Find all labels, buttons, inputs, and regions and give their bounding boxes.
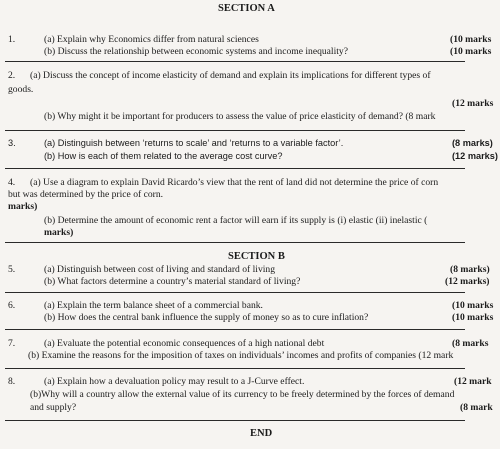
- question-4b: (b) Determine the amount of economic rent a factor will earn if its supply is (i) elastic (ii) inelastic (: [44, 215, 428, 226]
- question-7a-marks: (8 marks: [452, 338, 489, 349]
- question-number: 4.: [8, 177, 16, 188]
- question-3a: (a) Distinguish between ‘returns to scale’ and ‘returns to a variable factor’.: [44, 138, 344, 148]
- question-4a-marks: marks): [8, 201, 38, 212]
- question-7a: (a) Evaluate the potential economic consequences of a high national debt: [44, 338, 325, 349]
- question-number: 8.: [8, 376, 16, 387]
- question-1b: (b) Discuss the relationship between economic systems and income inequality?: [44, 46, 348, 57]
- question-4a-continued: but was determined by the price of corn.: [8, 189, 164, 200]
- divider: [5, 61, 465, 62]
- divider: [5, 368, 465, 369]
- question-4b-marks: marks): [44, 227, 74, 238]
- divider: [5, 420, 465, 421]
- divider: [5, 329, 465, 330]
- question-3b: (b) How is each of them related to the average cost curve?: [44, 151, 283, 161]
- question-2a-marks: (12 marks: [452, 98, 494, 109]
- divider: [5, 168, 465, 169]
- question-number: 2.: [8, 70, 16, 81]
- question-3a-marks: (8 marks): [452, 138, 493, 148]
- question-4a: (a) Use a diagram to explain David Ricardo’s view that the rent of land did not determine the price of corn: [30, 177, 439, 188]
- question-6b-marks: (10 marks: [452, 312, 494, 323]
- question-2b: (b) Why might it be important for producers to assess the value of price elasticity of demand? (8 mark: [44, 111, 436, 122]
- question-2a: (a) Discuss the concept of income elasticity of demand and explain its implications for different types of: [30, 70, 431, 81]
- question-5a: (a) Distinguish between cost of living and standard of living: [44, 264, 276, 275]
- question-1a-marks: (10 marks: [450, 34, 492, 45]
- question-7b: (b) Examine the reasons for the imposition of taxes on individuals’ incomes and profits of companies (12 mark: [28, 350, 454, 361]
- divider: [5, 130, 465, 131]
- question-8b: (b)Why will a country allow the external value of its currency to be freely determined by the forces of demand: [30, 389, 455, 400]
- question-number: 1.: [8, 34, 16, 45]
- question-8b-continued: and supply?: [30, 402, 77, 413]
- question-6b: (b) How does the central bank influence the supply of money so as to cure inflation?: [44, 312, 369, 323]
- question-number: 3.: [8, 138, 16, 148]
- question-5a-marks: (8 marks): [450, 264, 490, 275]
- question-8a-marks: (12 mark: [454, 376, 492, 387]
- question-6a: (a) Explain the term balance sheet of a commercial bank.: [44, 300, 263, 311]
- end-marker: END: [250, 428, 273, 439]
- divider: [5, 292, 465, 293]
- question-5b: (b) What factors determine a country’s material standard of living?: [44, 276, 301, 287]
- question-number: 6.: [8, 300, 16, 311]
- question-8a: (a) Explain how a devaluation policy may result to a J-Curve effect.: [44, 376, 305, 387]
- question-1b-marks: (10 marks: [450, 46, 492, 57]
- divider: [5, 242, 465, 243]
- question-2a-continued: goods.: [8, 84, 34, 95]
- question-1a: (a) Explain why Economics differ from natural sciences: [44, 34, 259, 45]
- question-number: 7.: [8, 338, 16, 349]
- question-8b-marks: (8 mark: [460, 402, 493, 413]
- question-number: 5.: [8, 264, 16, 275]
- section-b-heading: SECTION B: [228, 251, 285, 262]
- question-3b-marks: (12 marks): [452, 151, 498, 161]
- question-5b-marks: (12 marks): [445, 276, 490, 287]
- section-a-heading: SECTION A: [218, 3, 275, 14]
- question-6a-marks: (10 marks: [452, 300, 494, 311]
